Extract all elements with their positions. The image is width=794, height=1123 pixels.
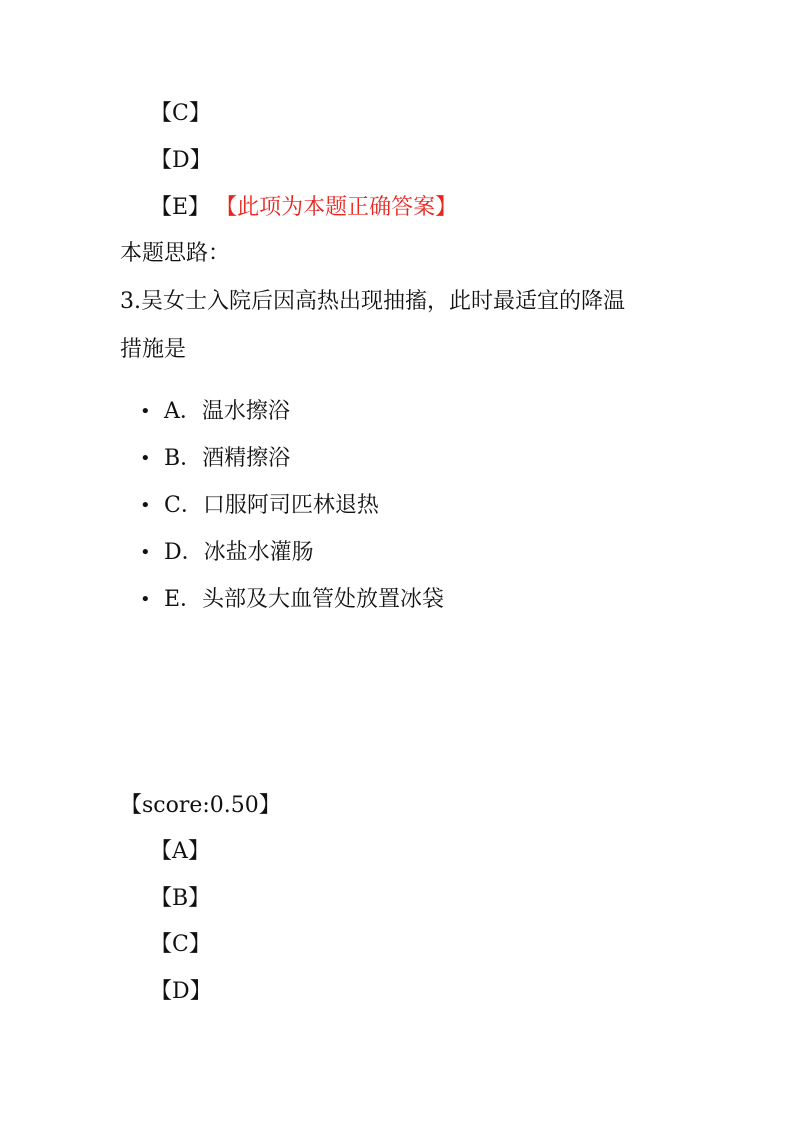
bullet-icon: • [140, 589, 151, 610]
prev-answer-e-row [150, 194, 457, 222]
answer-c: 【C】 [150, 932, 211, 957]
prev-answer-c: 【C】 [150, 101, 211, 126]
prev-answer-e: 【E】 [150, 195, 211, 220]
bullet-icon: • [140, 448, 151, 469]
answer-a: 【A】 [150, 839, 210, 864]
bullet-icon: • [140, 401, 151, 422]
answer-d: 【D】 [150, 979, 212, 1004]
option-c [140, 492, 379, 520]
option-text: B．酒精擦浴 [164, 446, 291, 471]
option-text: E．头部及大血管处放置冰袋 [164, 587, 445, 612]
bullet-icon: • [140, 495, 151, 516]
question-text-line1: 3.吴女士入院后因高热出现抽搐，此时最适宜的降温 [120, 289, 625, 314]
option-e [140, 586, 444, 614]
option-text: C．口服阿司匹林退热 [164, 493, 379, 518]
answer-b: 【B】 [150, 886, 211, 911]
bullet-icon: • [140, 542, 151, 563]
prev-answer-d: 【D】 [150, 148, 212, 173]
correct-answer-marker: 【此项为本题正确答案】 [226, 195, 458, 220]
option-text: D．冰盐水灌肠 [164, 540, 314, 565]
option-b [140, 445, 290, 473]
option-d [140, 539, 314, 567]
question-text-line2: 措施是 [120, 337, 187, 362]
option-a [140, 398, 290, 426]
option-text: A．温水擦浴 [164, 399, 290, 424]
score-label: 【score:0.50】 [120, 793, 281, 818]
explanation-label: 本题思路： [120, 241, 231, 266]
